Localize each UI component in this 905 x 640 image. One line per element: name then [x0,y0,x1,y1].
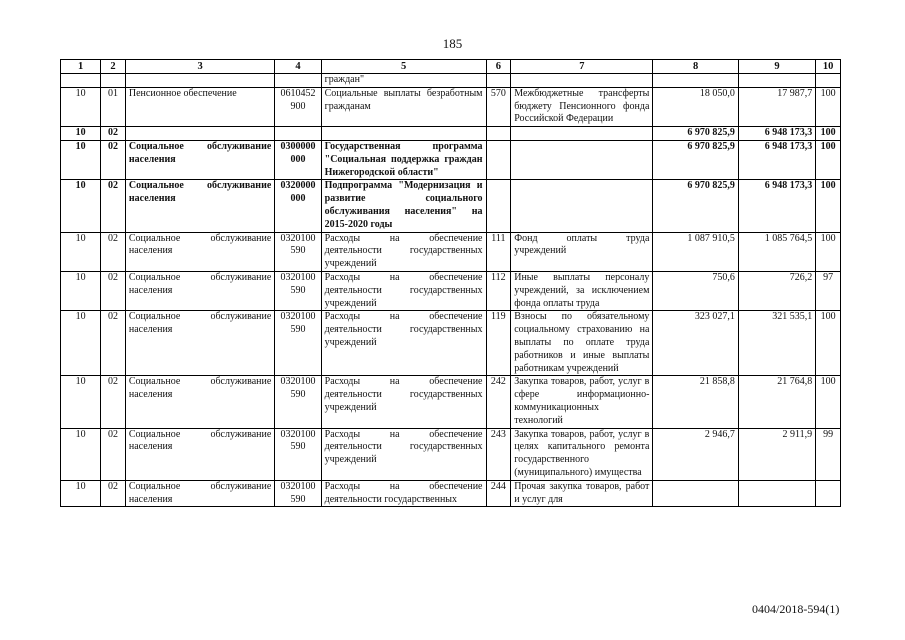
target-article-name-cell: граждан" [321,74,486,88]
expense-type-code-cell: 119 [486,311,511,376]
target-article-code-cell: 0300000 000 [275,140,321,179]
actual-amount-cell [738,480,815,507]
expense-type-code-cell: 111 [486,232,511,271]
actual-amount-cell: 321 535,1 [738,311,815,376]
execution-percent-cell: 99 [816,428,841,480]
table-row [61,311,841,376]
target-article-name-cell: Расходы на обеспечение деятельности государственных учреждений [321,232,486,271]
subsection-name-cell [125,74,274,88]
table-row [61,140,841,179]
column-number-header: 2 [101,60,126,74]
subsection-code-cell: 01 [101,87,126,126]
target-article-code-cell: 0320100 590 [275,376,321,428]
actual-amount-cell [738,74,815,88]
budget-table [60,59,841,507]
table-row [61,271,841,310]
column-number-header: 9 [738,60,815,74]
subsection-name-cell [125,127,274,141]
subsection-name-cell: Социальное обслуживание населения [125,311,274,376]
subsection-name-cell: Социальное обслуживание населения [125,180,274,232]
subsection-code-cell: 02 [101,127,126,141]
section-code-cell [61,74,101,88]
page-number: 185 [442,36,463,51]
target-article-code-cell: 0320100 590 [275,232,321,271]
subsection-code-cell: 02 [101,311,126,376]
subsection-name-cell: Социальное обслуживание населения [125,480,274,507]
section-code-cell: 10 [61,271,101,310]
execution-percent-cell: 100 [816,87,841,126]
subsection-code-cell: 02 [101,428,126,480]
target-article-name-cell: Социальные выплаты безработным гражданам [321,87,486,126]
subsection-name-cell: Социальное обслуживание населения [125,140,274,179]
table-row [61,480,841,507]
actual-amount-cell: 1 085 764,5 [738,232,815,271]
execution-percent-cell: 97 [816,271,841,310]
subsection-code-cell: 02 [101,376,126,428]
execution-percent-cell: 100 [816,376,841,428]
target-article-code-cell [275,74,321,88]
subsection-name-cell: Социальное обслуживание населения [125,376,274,428]
target-article-name-cell: Расходы на обеспечение деятельности государственных учреждений [321,428,486,480]
target-article-code-cell: 0320100 590 [275,271,321,310]
column-number-header: 3 [125,60,274,74]
column-number-header: 4 [275,60,321,74]
actual-amount-cell: 6 948 173,3 [738,127,815,141]
subsection-name-cell: Пенсионное обеспечение [125,87,274,126]
target-article-name-cell: Подпрограмма "Модернизация и развитие социального обслуживания населения" на 2015-2020 годы [321,180,486,232]
planned-amount-cell: 6 970 825,9 [653,127,739,141]
expense-type-name-cell [511,74,653,88]
planned-amount-cell: 21 858,8 [653,376,739,428]
section-code-cell: 10 [61,311,101,376]
target-article-name-cell: Расходы на обеспечение деятельности государственных учреждений [321,271,486,310]
expense-type-code-cell [486,127,511,141]
target-article-name-cell: Расходы на обеспечение деятельности государственных [321,480,486,507]
target-article-name-cell [321,127,486,141]
target-article-name-cell: Государственная программа "Социальная поддержка граждан Нижегородской области" [321,140,486,179]
section-code-cell: 10 [61,480,101,507]
table-row [61,232,841,271]
actual-amount-cell: 6 948 173,3 [738,140,815,179]
expense-type-name-cell: Закупка товаров, работ, услуг в целях капитального ремонта государственного (муниципального) имущества [511,428,653,480]
actual-amount-cell: 2 911,9 [738,428,815,480]
expense-type-code-cell: 570 [486,87,511,126]
subsection-name-cell: Социальное обслуживание населения [125,232,274,271]
column-number-header: 8 [653,60,739,74]
expense-type-code-cell: 112 [486,271,511,310]
subsection-name-cell: Социальное обслуживание населения [125,271,274,310]
expense-type-code-cell: 243 [486,428,511,480]
table-row [61,376,841,428]
table-row [61,428,841,480]
expense-type-name-cell: Межбюджетные трансферты бюджету Пенсионного фонда Российской Федерации [511,87,653,126]
execution-percent-cell [816,74,841,88]
target-article-code-cell: 0320000 000 [275,180,321,232]
target-article-code-cell: 0320100 590 [275,428,321,480]
column-number-header: 5 [321,60,486,74]
planned-amount-cell: 1 087 910,5 [653,232,739,271]
target-article-code-cell: 0320100 590 [275,311,321,376]
expense-type-name-cell [511,140,653,179]
expense-type-name-cell: Фонд оплаты труда учреждений [511,232,653,271]
target-article-code-cell [275,127,321,141]
column-number-header: 7 [511,60,653,74]
table-row [61,180,841,232]
subsection-code-cell: 02 [101,232,126,271]
expense-type-name-cell [511,180,653,232]
section-code-cell: 10 [61,180,101,232]
expense-type-name-cell: Закупка товаров, работ, услуг в сфере информационно-коммуникационных технологий [511,376,653,428]
actual-amount-cell: 17 987,7 [738,87,815,126]
expense-type-name-cell: Прочая закупка товаров, работ и услуг для [511,480,653,507]
planned-amount-cell: 18 050,0 [653,87,739,126]
execution-percent-cell: 100 [816,232,841,271]
expense-type-code-cell [486,74,511,88]
actual-amount-cell: 726,2 [738,271,815,310]
planned-amount-cell: 6 970 825,9 [653,180,739,232]
execution-percent-cell: 100 [816,180,841,232]
section-code-cell: 10 [61,127,101,141]
table-header-row [61,60,841,74]
subsection-code-cell: 02 [101,480,126,507]
planned-amount-cell: 323 027,1 [653,311,739,376]
subsection-code-cell [101,74,126,88]
actual-amount-cell: 6 948 173,3 [738,180,815,232]
expense-type-code-cell: 242 [486,376,511,428]
planned-amount-cell: 6 970 825,9 [653,140,739,179]
target-article-name-cell: Расходы на обеспечение деятельности государственных учреждений [321,311,486,376]
subsection-code-cell: 02 [101,180,126,232]
execution-percent-cell [816,480,841,507]
expense-type-name-cell: Иные выплаты персоналу учреждений, за исключением фонда оплаты труда [511,271,653,310]
execution-percent-cell: 100 [816,140,841,179]
column-number-header: 1 [61,60,101,74]
planned-amount-cell: 750,6 [653,271,739,310]
section-code-cell: 10 [61,428,101,480]
table-row [61,127,841,141]
target-article-name-cell: Расходы на обеспечение деятельности государственных учреждений [321,376,486,428]
section-code-cell: 10 [61,87,101,126]
table-row [61,74,841,88]
column-number-header: 10 [816,60,841,74]
table-row [61,87,841,126]
subsection-code-cell: 02 [101,140,126,179]
section-code-cell: 10 [61,376,101,428]
expense-type-name-cell [511,127,653,141]
subsection-code-cell: 02 [101,271,126,310]
expense-type-name-cell: Взносы по обязательному социальному страхованию на выплаты по оплате труда работников и иные выплаты работникам учреждений [511,311,653,376]
expense-type-code-cell [486,180,511,232]
execution-percent-cell: 100 [816,127,841,141]
planned-amount-cell [653,74,739,88]
planned-amount-cell: 2 946,7 [653,428,739,480]
target-article-code-cell: 0610452 900 [275,87,321,126]
subsection-name-cell: Социальное обслуживание населения [125,428,274,480]
execution-percent-cell: 100 [816,311,841,376]
column-number-header: 6 [486,60,511,74]
section-code-cell: 10 [61,140,101,179]
planned-amount-cell [653,480,739,507]
expense-type-code-cell [486,140,511,179]
target-article-code-cell: 0320100 590 [275,480,321,507]
document-code: 0404/2018-594(1) [752,602,840,616]
expense-type-code-cell: 244 [486,480,511,507]
section-code-cell: 10 [61,232,101,271]
actual-amount-cell: 21 764,8 [738,376,815,428]
